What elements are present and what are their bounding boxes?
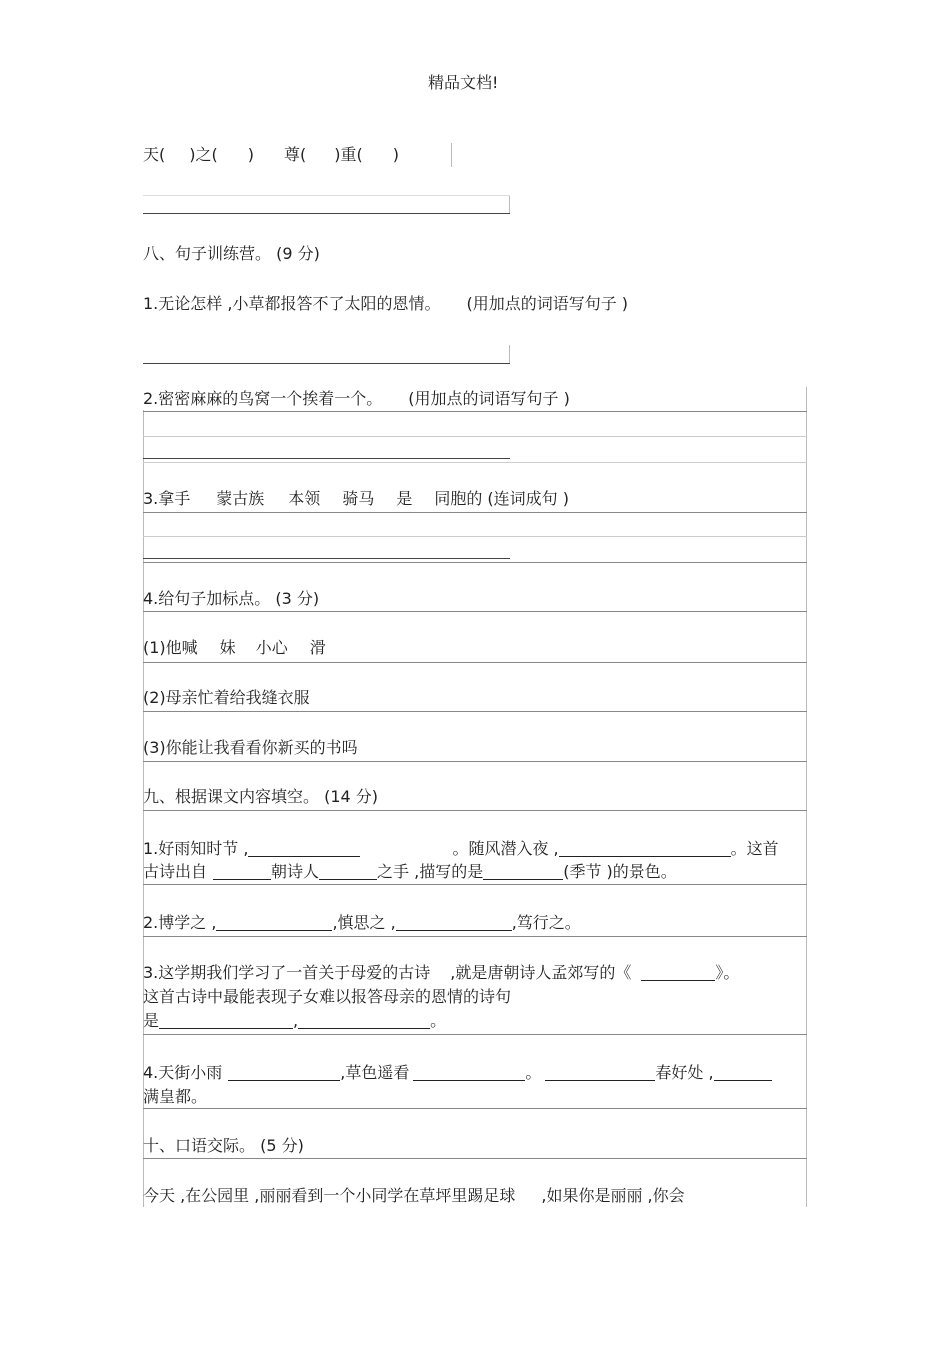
fill-blank[interactable]: [559, 840, 731, 857]
divider: [143, 536, 807, 537]
question-8-1: [143, 294, 628, 314]
question-9-2: [143, 913, 581, 933]
word-chip: 3.拿手: [143, 489, 191, 508]
sentence-part: (1)他喊: [143, 638, 198, 657]
divider: [143, 611, 807, 612]
question-8-3: [143, 489, 569, 509]
fill-blank[interactable]: [714, 1064, 772, 1081]
question-text: ,笃行之。: [511, 913, 581, 932]
fill-blank[interactable]: [213, 863, 271, 880]
frame-right: [806, 387, 807, 1207]
fill-blank[interactable]: [216, 914, 332, 931]
question-text: ,: [293, 1011, 299, 1030]
question-text: ,如果你是丽丽 ,你会: [541, 1186, 685, 1205]
word-chip: 同胞的 (连词成句 ): [434, 489, 570, 508]
question-8-4-2: (2)母亲忙着给我缝衣服: [143, 688, 310, 707]
question-text: ,就是唐朝诗人孟郊写的《: [450, 963, 632, 982]
question-9-3-line3: [143, 1011, 446, 1031]
question-8-4-3: (3)你能让我看看你新买的书吗: [143, 738, 358, 757]
answer-line[interactable]: [143, 458, 510, 459]
question-8-4-1: [143, 638, 326, 658]
word-fill-part: 天(: [143, 145, 166, 164]
question-text: 1.无论怎样 ,小草都报答不了太阳的恩情。: [143, 294, 441, 313]
divider: [509, 195, 510, 213]
question-text: 3.这学期我们学习了一首关于母爱的古诗: [143, 963, 431, 982]
question-text: 2.密密麻麻的鸟窝一个挨着一个。: [143, 389, 383, 408]
question-9-4-line2: 满皇都。: [143, 1087, 208, 1106]
question-text: 。随风潜入夜 ,: [452, 839, 559, 858]
question-9-3-line1: [143, 963, 739, 983]
divider: [143, 1158, 807, 1159]
question-text: 。: [430, 1011, 447, 1030]
question-8-2: [143, 389, 570, 409]
question-text: 朝诗人: [271, 862, 320, 881]
section-10-title: 十、口语交际。 (5 分): [143, 1136, 304, 1155]
divider: [143, 195, 510, 196]
divider: [143, 436, 807, 437]
question-9-1-line1: [143, 839, 779, 859]
divider: [143, 512, 807, 513]
question-9-1-line2: [143, 862, 677, 882]
question-text: 2.博学之 ,: [143, 913, 217, 932]
fill-blank[interactable]: [396, 914, 512, 931]
divider: [143, 810, 807, 811]
sentence-part: 滑: [309, 638, 326, 657]
word-fill-row: [143, 145, 399, 165]
fill-blank[interactable]: [413, 1064, 525, 1081]
fill-blank[interactable]: [159, 1012, 293, 1029]
fill-blank[interactable]: [248, 840, 360, 857]
divider: [143, 1108, 807, 1109]
question-text: 春好处 ,: [655, 1063, 714, 1082]
word-chip: 蒙古族: [216, 489, 265, 508]
word-chip: 骑马: [342, 489, 375, 508]
sentence-part: 妹: [219, 638, 236, 657]
answer-line[interactable]: [143, 558, 510, 559]
question-text: 》。: [715, 963, 740, 982]
word-fill-part: ): [247, 145, 254, 164]
divider: [509, 345, 510, 363]
question-8-4-title: 4.给句子加标点。 (3 分): [143, 589, 320, 608]
fill-blank[interactable]: [545, 1064, 655, 1081]
answer-line[interactable]: [143, 363, 510, 364]
question-text: 之手 ,描写的是: [377, 862, 484, 881]
page-header: 精品文档!: [428, 73, 499, 92]
question-text: ,慎思之 ,: [332, 913, 396, 932]
divider: [143, 936, 807, 937]
divider: [143, 884, 807, 885]
question-text: 。: [525, 1063, 542, 1082]
question-hint: (用加点的词语写句子 ): [408, 389, 570, 408]
answer-line[interactable]: [143, 213, 510, 214]
word-fill-part: 尊(: [284, 145, 307, 164]
section-8-title: 八、句子训练营。 (9 分): [143, 244, 320, 263]
question-text: 今天 ,在公园里 ,丽丽看到一个小同学在草坪里踢足球: [143, 1186, 516, 1205]
divider: [143, 711, 807, 712]
divider: [143, 662, 807, 663]
question-text: 是: [143, 1011, 160, 1030]
question-10-text: [143, 1186, 685, 1206]
question-text: ,草色遥看: [340, 1063, 410, 1082]
fill-blank[interactable]: [228, 1064, 340, 1081]
fill-blank[interactable]: [641, 964, 715, 981]
fill-blank[interactable]: [298, 1012, 430, 1029]
divider: [451, 143, 452, 167]
divider: [143, 411, 807, 412]
divider: [143, 562, 807, 563]
word-fill-part: )重(: [334, 145, 363, 164]
word-chip: 是: [396, 489, 413, 508]
divider: [143, 1034, 807, 1035]
fill-blank[interactable]: [319, 863, 377, 880]
question-text: 古诗出自: [143, 862, 208, 881]
sentence-part: 小心: [255, 638, 288, 657]
question-hint: (用加点的词语写句子 ): [466, 294, 629, 313]
section-9-title: 九、根据课文内容填空。 (14 分): [143, 787, 379, 806]
question-9-3-line2: 这首古诗中最能表现子女难以报答母亲的恩情的诗句: [143, 987, 512, 1006]
divider: [143, 462, 807, 463]
fill-blank[interactable]: [483, 863, 563, 880]
question-text: 4.天街小雨: [143, 1063, 223, 1082]
word-fill-part: )之(: [189, 145, 218, 164]
question-text: 。这首: [730, 839, 779, 858]
question-text: (季节 )的景色。: [563, 862, 677, 881]
word-fill-part: ): [392, 145, 399, 164]
question-text: 1.好雨知时节 ,: [143, 839, 249, 858]
question-9-4-line1: [143, 1063, 772, 1083]
divider: [143, 761, 807, 762]
word-chip: 本领: [288, 489, 321, 508]
